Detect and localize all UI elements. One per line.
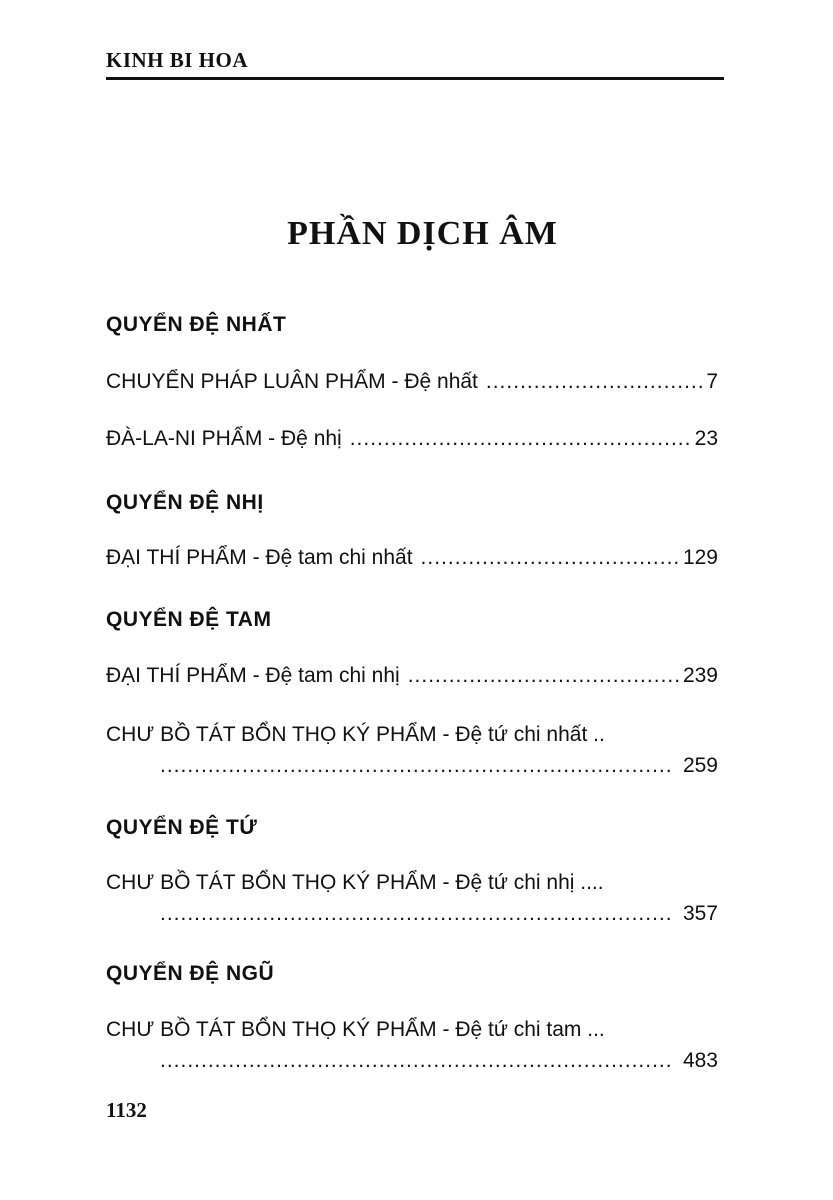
entry-page-number: 239 — [682, 664, 718, 687]
page-number: 1132 — [106, 1098, 147, 1122]
toc-entry — [106, 546, 718, 578]
entry-page-number: 7 — [706, 370, 718, 393]
entry-title: ĐẠI THÍ PHẨM - Đệ tam chi nhất — [106, 546, 413, 569]
toc-entry-continuation — [160, 902, 718, 934]
running-title: KINH BI HOA — [106, 48, 249, 72]
dot-leader — [421, 546, 681, 570]
toc-entry — [106, 1018, 718, 1050]
toc-entry-continuation — [160, 754, 718, 786]
dot-leader — [160, 902, 673, 926]
volume-heading: QUYỂN ĐỆ TAM — [106, 608, 272, 631]
entry-title: ĐẠI THÍ PHẨM - Đệ tam chi nhị — [106, 664, 400, 687]
entry-title: CHƯ BỒ TÁT BỔN THỌ KÝ PHẨM - Đệ tứ chi nhất .. — [106, 723, 605, 746]
entry-page-number: 129 — [682, 546, 718, 569]
entry-title: CHUYỂN PHÁP LUÂN PHẨM - Đệ nhất — [106, 370, 478, 393]
dot-leader — [486, 370, 704, 394]
entry-page-number: 23 — [694, 427, 718, 450]
header-rule — [106, 77, 724, 80]
toc-entry — [106, 871, 718, 903]
toc-entry-continuation — [160, 1049, 718, 1081]
toc-entry — [106, 664, 718, 696]
entry-title: CHƯ BỒ TÁT BỔN THỌ KÝ PHẨM - Đệ tứ chi nhị .... — [106, 871, 604, 894]
toc-entry — [106, 370, 718, 402]
dot-leader — [408, 664, 681, 688]
volume-heading: QUYỂN ĐỆ NGŨ — [106, 962, 275, 985]
entry-page-number: 357 — [682, 902, 718, 925]
section-title: PHẦN DỊCH ÂM — [287, 215, 558, 252]
entry-page-number: 259 — [682, 754, 718, 777]
volume-heading: QUYỂN ĐỆ TỨ — [106, 816, 258, 839]
entry-title: ĐÀ-LA-NI PHẨM - Đệ nhị — [106, 427, 342, 450]
dot-leader — [160, 1049, 673, 1073]
dot-leader — [350, 427, 693, 451]
dot-leader — [160, 754, 673, 778]
volume-heading: QUYỂN ĐỆ NHẤT — [106, 313, 287, 336]
volume-heading: QUYỂN ĐỆ NHỊ — [106, 491, 264, 514]
toc-entry — [106, 723, 718, 755]
entry-title: CHƯ BỒ TÁT BỔN THỌ KÝ PHẨM - Đệ tứ chi tam ... — [106, 1018, 605, 1041]
entry-page-number: 483 — [682, 1049, 718, 1072]
toc-entry — [106, 427, 718, 459]
